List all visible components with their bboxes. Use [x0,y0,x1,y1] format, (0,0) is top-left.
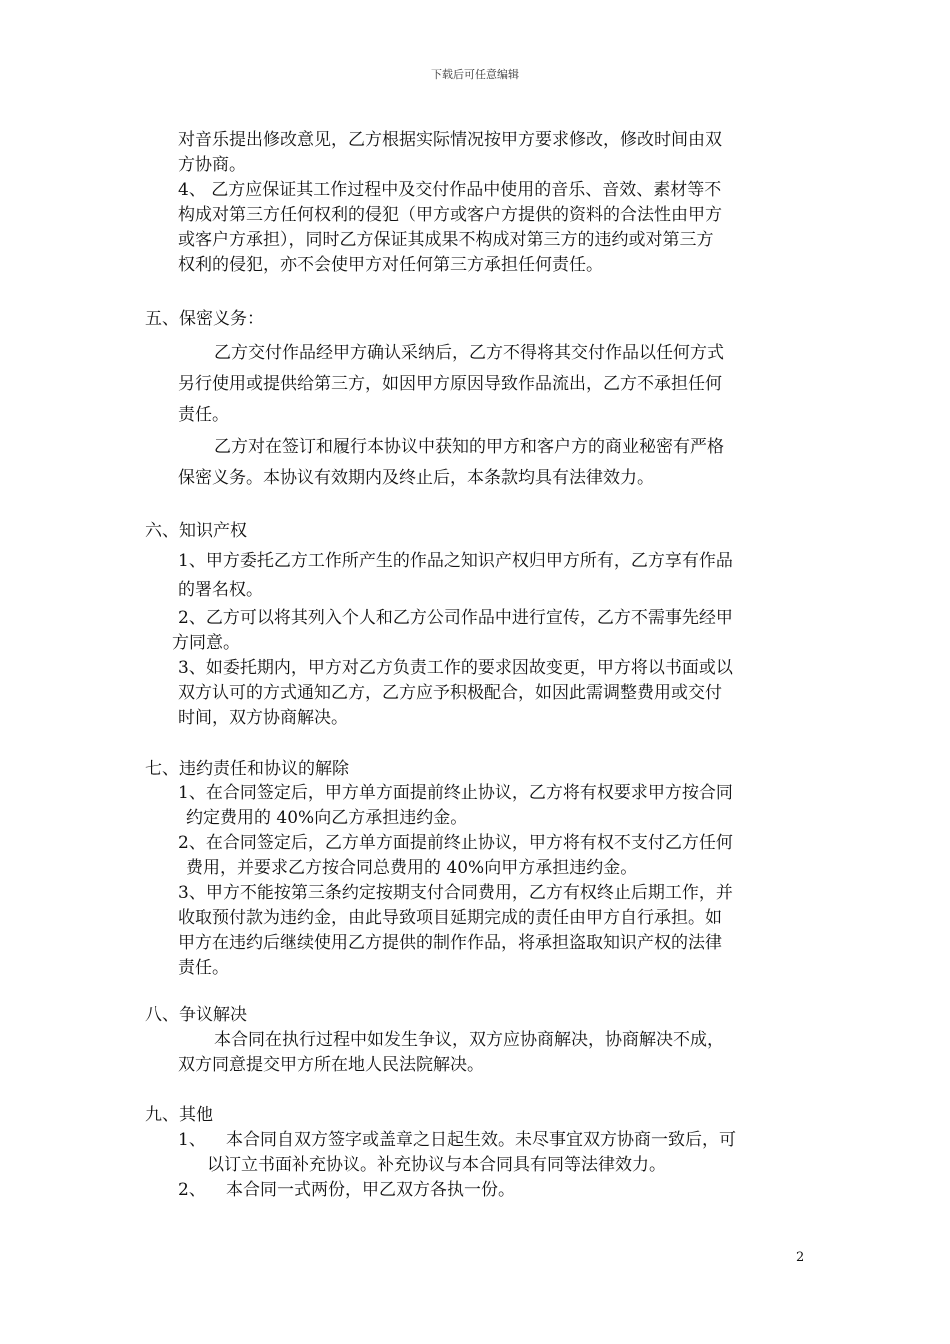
body-line: 乙方对在签订和履行本协议中获知的甲方和客户方的商业秘密有严格 [214,437,724,457]
body-line: 本合同一式两份，甲乙双方各执一份。 [226,1180,515,1200]
list-number: 1、 [178,1130,206,1150]
body-line: 以订立书面补充协议。补充协议与本合同具有同等法律效力。 [207,1155,666,1175]
section-heading: 五、保密义务： [145,309,264,329]
body-line: 时间，双方协商解决。 [178,708,348,728]
body-line: 保密义务。本协议有效期内及终止后，本条款均具有法律效力。 [178,468,654,488]
body-line: 双方认可的方式通知乙方，乙方应予积极配合，如因此需调整费用或交付 [178,683,722,703]
section-heading: 九、其他 [145,1105,213,1125]
body-line: 3、甲方不能按第三条约定按期支付合同费用，乙方有权终止后期工作，并 [178,883,733,903]
body-line: 1、在合同签定后，甲方单方面提前终止协议，乙方将有权要求甲方按合同 [178,783,733,803]
body-line: 本合同自双方签字或盖章之日起生效。未尽事宜双方协商一致后，可 [226,1130,736,1150]
page-number: 2 [796,1250,805,1265]
body-line: 方同意。 [172,633,240,653]
body-line: 或客户方承担），同时乙方保证其成果不构成对第三方的违约或对第三方 [178,230,714,250]
body-line: 的署名权。 [178,580,263,600]
list-number: 2、 [178,1180,206,1200]
body-line: 双方同意提交甲方所在地人民法院解决。 [178,1055,484,1075]
body-line: 1、甲方委托乙方工作所产生的作品之知识产权归甲方所有，乙方享有作品 [178,551,733,571]
body-line: 责任。 [178,405,229,425]
body-line: 责任。 [178,958,229,978]
body-line: 收取预付款为违约金，由此导致项目延期完成的责任由甲方自行承担。如 [178,908,722,928]
body-line: 乙方交付作品经甲方确认采纳后，乙方不得将其交付作品以任何方式 [214,343,724,363]
body-line: 对音乐提出修改意见，乙方根据实际情况按甲方要求修改，修改时间由双 [178,130,722,150]
body-line: 权利的侵犯，亦不会使甲方对任何第三方承担任何责任。 [178,255,603,275]
body-line: 2、乙方可以将其列入个人和乙方公司作品中进行宣传，乙方不需事先经甲 [178,608,733,628]
body-line: 本合同在执行过程中如发生争议，双方应协商解决，协商解决不成， [214,1030,724,1050]
section-heading: 六、知识产权 [145,521,247,541]
section-heading: 七、违约责任和协议的解除 [145,759,349,779]
body-line: 构成对第三方任何权利的侵犯（甲方或客户方提供的资料的合法性由甲方 [178,205,722,225]
body-line: 甲方在违约后继续使用乙方提供的制作作品，将承担盗取知识产权的法律 [178,933,722,953]
body-line: 费用，并要求乙方按合同总费用的 40%向甲方承担违约金。 [186,858,638,878]
page-header: 下载后可任意编辑 [431,68,519,81]
body-line: 另行使用或提供给第三方，如因甲方原因导致作品流出，乙方不承担任何 [178,374,722,394]
body-line: 方协商。 [178,155,246,175]
body-line: 4、 乙方应保证其工作过程中及交付作品中使用的音乐、音效、素材等不 [178,180,722,200]
section-heading: 八、争议解决 [145,1005,247,1025]
body-line: 2、在合同签定后，乙方单方面提前终止协议，甲方将有权不支付乙方任何 [178,833,733,853]
body-line: 约定费用的 40%向乙方承担违约金。 [186,808,468,828]
body-line: 3、如委托期内，甲方对乙方负责工作的要求因故变更，甲方将以书面或以 [178,658,733,678]
